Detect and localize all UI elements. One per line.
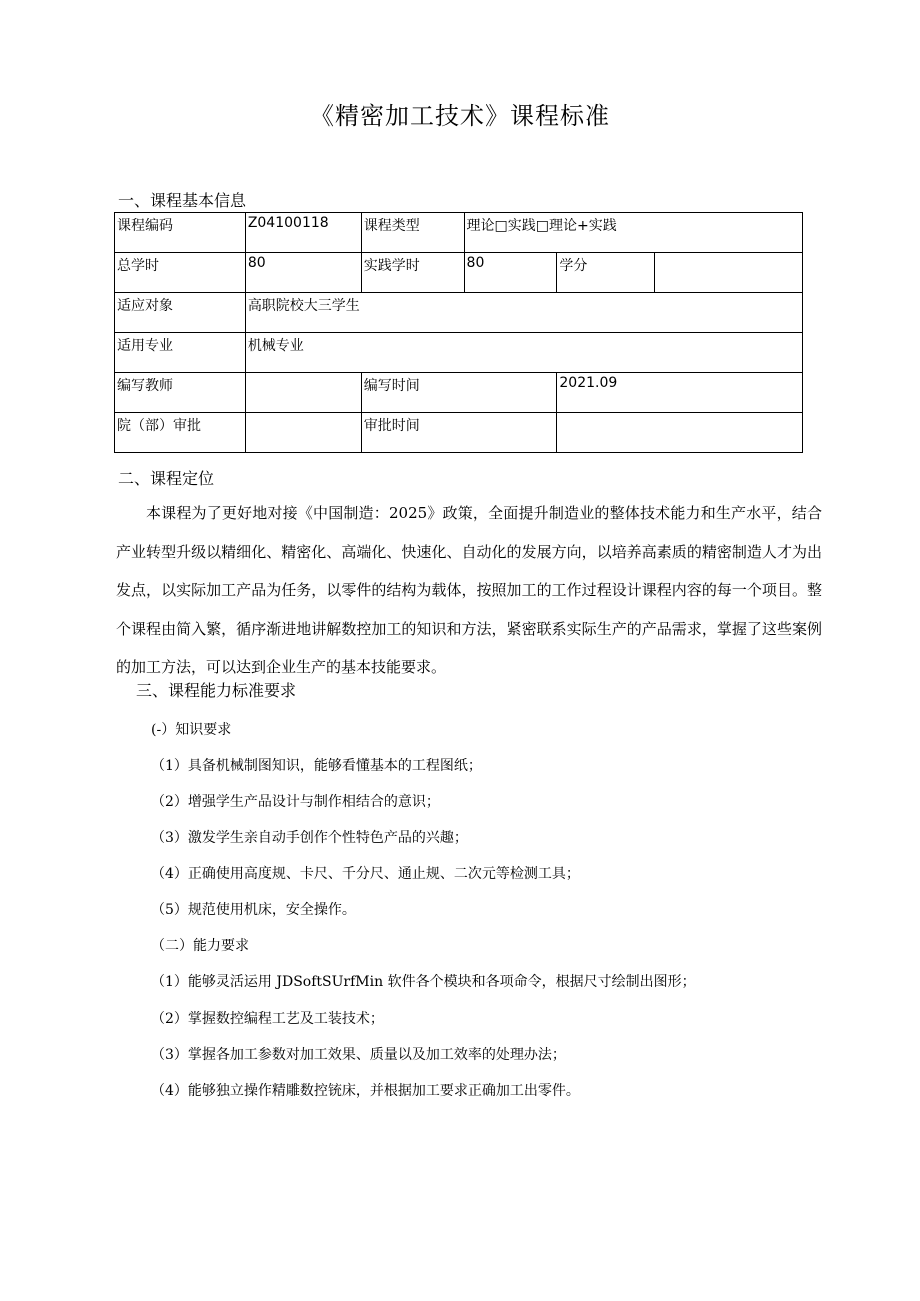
table-row <box>115 253 803 293</box>
label-author: 编写教师 <box>115 373 246 413</box>
list-item: （1）具备机械制图知识，能够看懂基本的工程图纸； <box>151 758 482 774</box>
value-approval-time <box>557 413 803 453</box>
value-author <box>245 373 361 413</box>
label-practice-hours: 实践学时 <box>361 253 464 293</box>
value-write-time: 2021.09 <box>557 373 803 413</box>
list-item: （5）规范使用机床，安全操作。 <box>151 902 356 918</box>
table-row <box>115 373 803 413</box>
value-course-type: 理论□实践□理论+实践 <box>464 213 802 253</box>
document-title: 《精密加工技术》课程标准 <box>310 102 610 130</box>
label-course-type: 课程类型 <box>361 213 464 253</box>
section-heading-positioning: 二、课程定位 <box>118 469 215 488</box>
label-credits: 学分 <box>557 253 655 293</box>
value-credits <box>655 253 803 293</box>
table-row <box>115 293 803 333</box>
value-course-code: Z04100118 <box>245 213 361 253</box>
table-row <box>115 413 803 453</box>
subheading-knowledge: (-）知识要求 <box>151 722 232 738</box>
list-item: （2）掌握数控编程工艺及工装技术； <box>151 1011 384 1027</box>
label-total-hours: 总学时 <box>115 253 246 293</box>
label-course-code: 课程编码 <box>115 213 246 253</box>
list-item: （3）激发学生亲自动手创作个性特色产品的兴趣； <box>151 830 468 846</box>
table-row <box>115 333 803 373</box>
table-row <box>115 213 803 253</box>
subheading-ability: （二）能力要求 <box>151 938 249 954</box>
course-info-table <box>114 212 803 453</box>
positioning-paragraph: 本课程为了更好地对接《中国制造：2025》政策，全面提升制造业的整体技术能力和生产水平，结合产业转型升级以精细化、精密化、高端化、快速化、自动化的发展方向，以培养高素质的精密制造人才为出发点，以实际加工产品为任务，以零件的结构为载体，按照加工的工作过程设计课程内容的每一个项目。整个课程由简入繁，循序渐进地讲解数控加工的知识和方法，紧密联系实际生产的产品需求，掌握了这些案例的加工方法，可以达到企业生产的基本技能要求。 <box>116 504 822 676</box>
value-major: 机械专业 <box>245 333 802 373</box>
list-item: （2）增强学生产品设计与制作相结合的意识； <box>151 794 440 810</box>
list-item: （4）能够独立操作精雕数控铳床，并根据加工要求正确加工出零件。 <box>151 1083 580 1099</box>
list-item: （4）正确使用高度规、卡尺、千分尺、通止规、二次元等检测工具； <box>151 866 580 882</box>
label-approval: 院（部）审批 <box>115 413 246 453</box>
value-total-hours: 80 <box>245 253 361 293</box>
label-approval-time: 审批时间 <box>361 413 557 453</box>
list-item: （1）能够灵活运用 JDSoftSUrfMin 软件各个模块和各项命令，根据尺寸绘制出图形； <box>151 974 696 990</box>
list-item: （3）掌握各加工参数对加工效果、质量以及加工效率的处理办法； <box>151 1047 566 1063</box>
section-heading-ability-standards: 三、课程能力标准要求 <box>136 681 297 700</box>
label-major: 适用专业 <box>115 333 246 373</box>
label-target: 适应对象 <box>115 293 246 333</box>
value-approval <box>245 413 361 453</box>
value-practice-hours: 80 <box>464 253 557 293</box>
section-heading-basic-info: 一、课程基本信息 <box>118 191 247 210</box>
value-target: 高职院校大三学生 <box>245 293 802 333</box>
label-write-time: 编写时间 <box>361 373 557 413</box>
